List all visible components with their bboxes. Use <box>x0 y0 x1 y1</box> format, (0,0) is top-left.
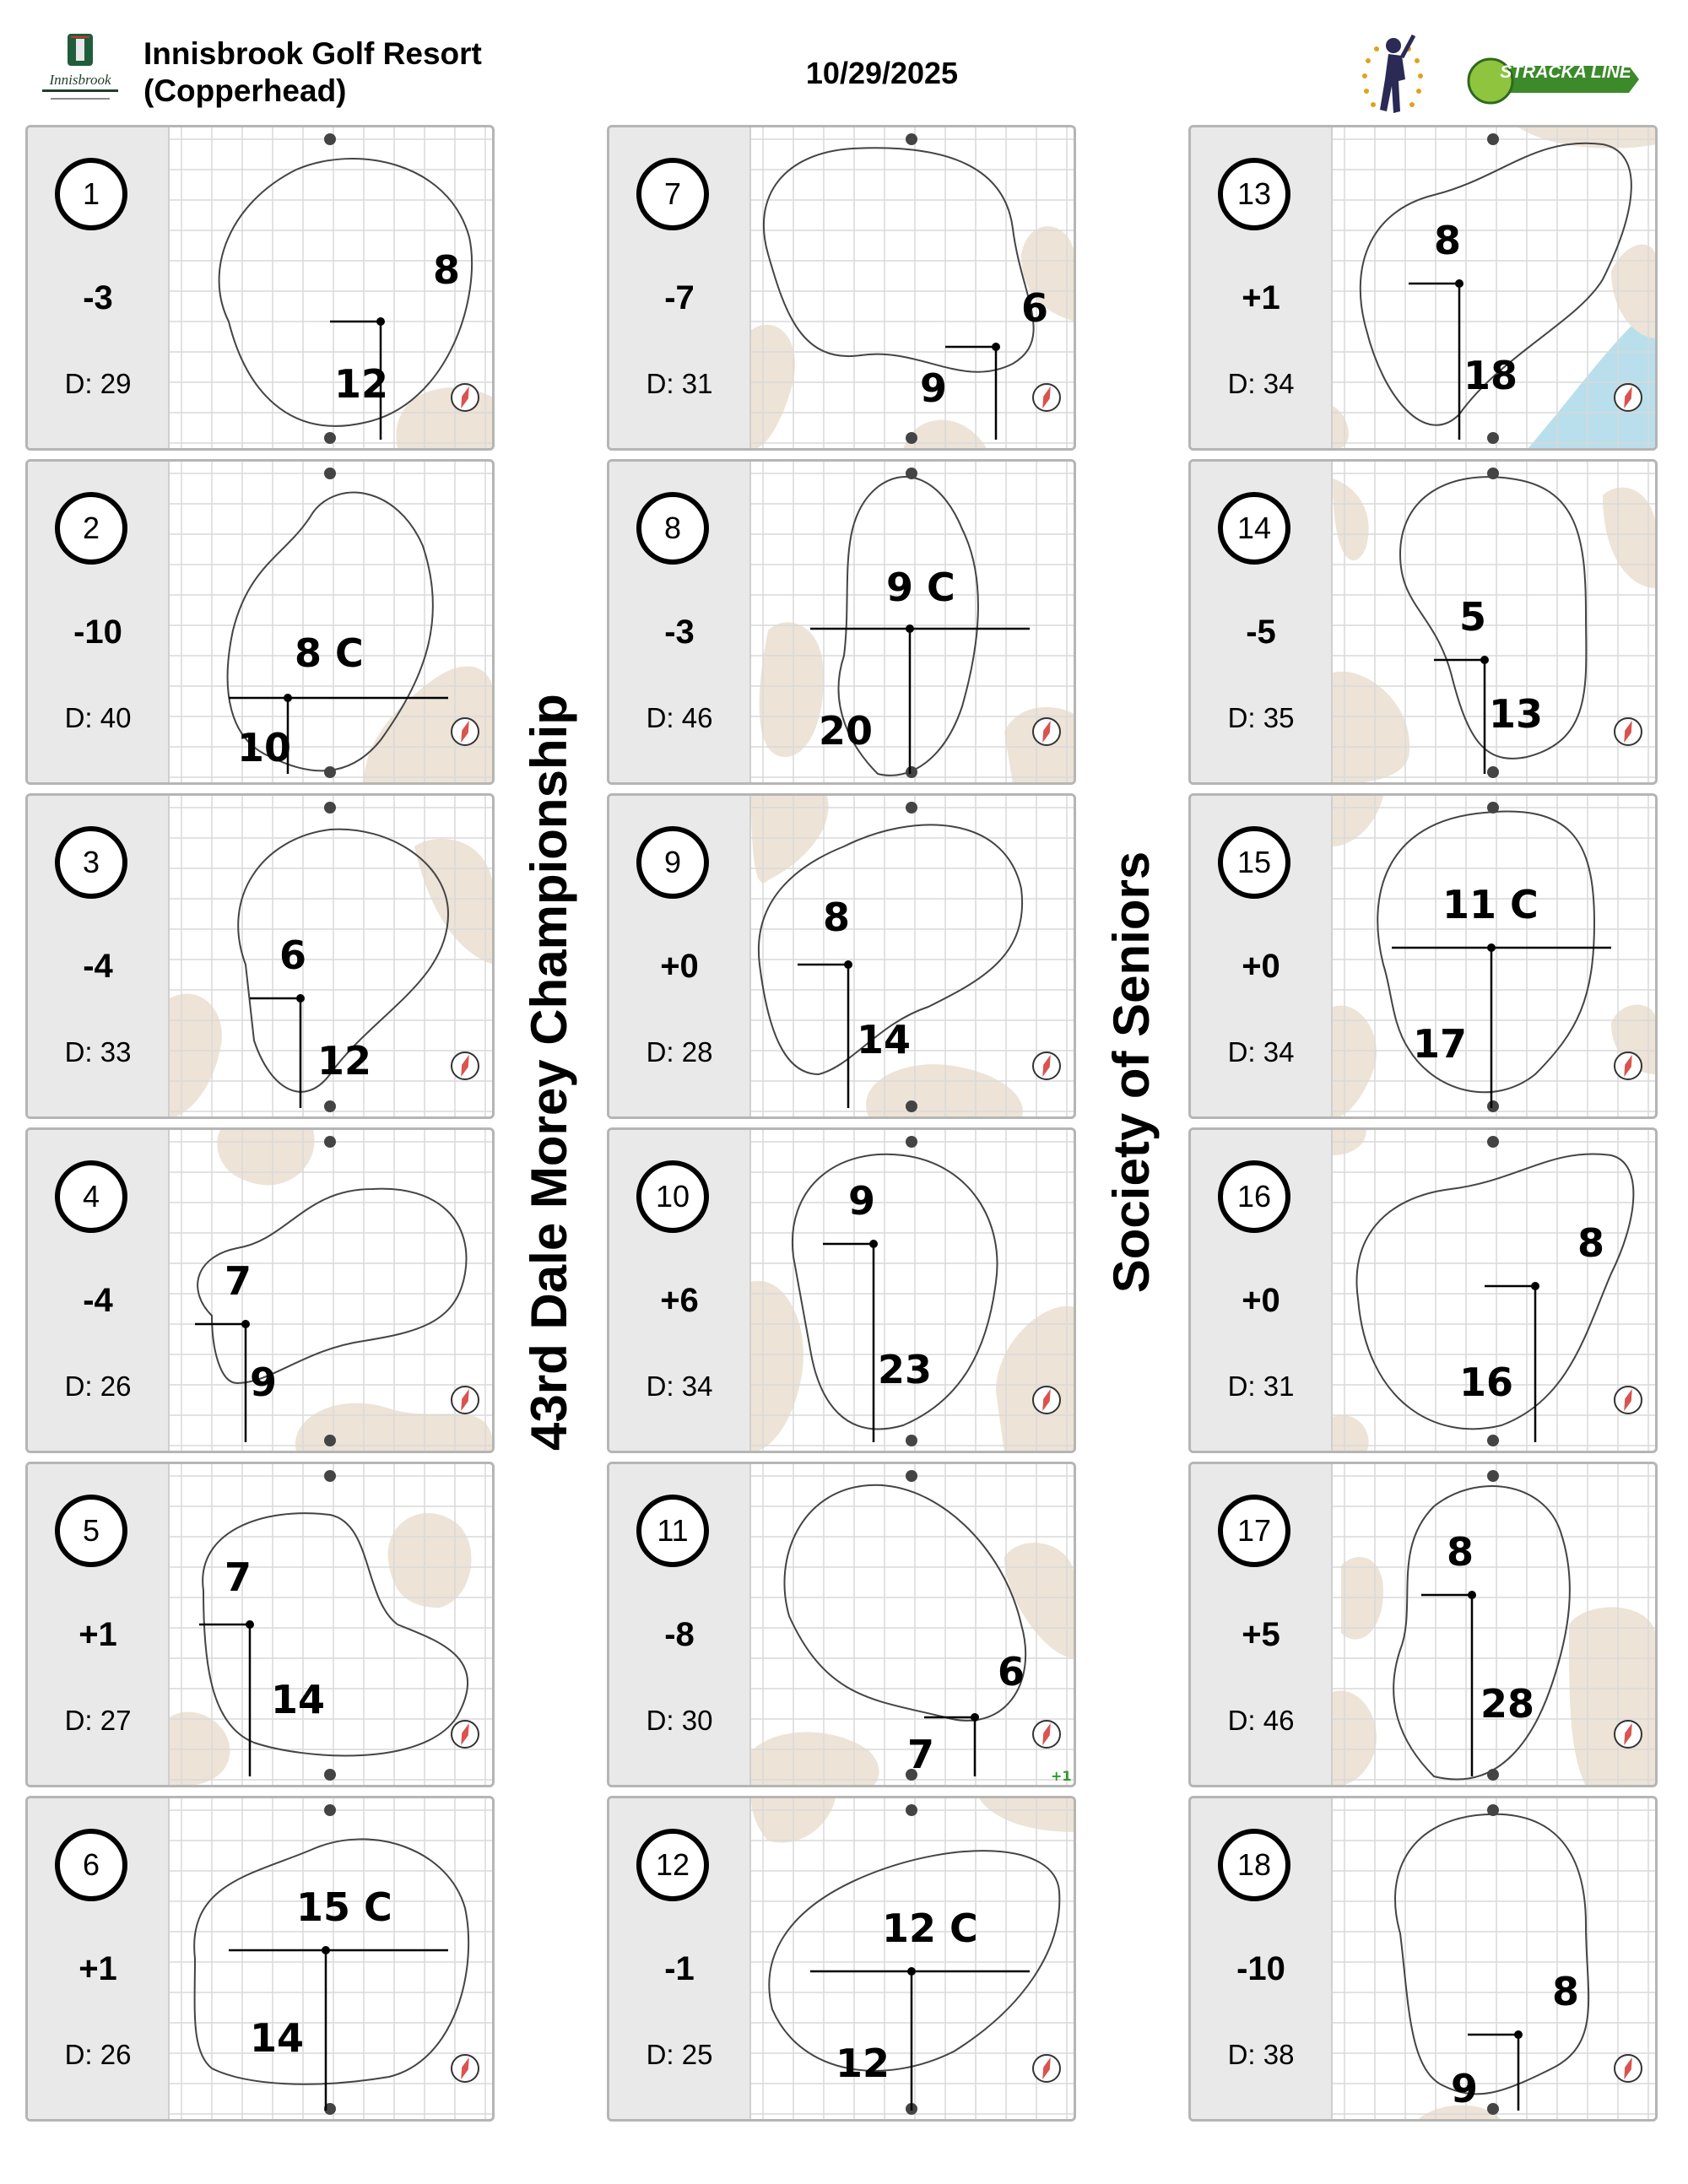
back-marker <box>324 133 336 145</box>
pin-from-side-label: 8 C <box>295 630 364 676</box>
hole-number: 8 <box>636 492 709 565</box>
sand-bunker <box>388 1513 472 1608</box>
green-diagram <box>1333 1464 1657 1787</box>
green-depth: D: 38 <box>1227 2039 1295 2070</box>
front-marker <box>1487 432 1499 444</box>
hole-number: 12 <box>636 1829 709 1901</box>
compass-icon <box>1615 2055 1642 2082</box>
hole-card-13 <box>1188 125 1658 451</box>
pin-position <box>322 1946 330 1954</box>
sand-bunker <box>979 1798 1075 1832</box>
green-diagram <box>1333 796 1657 1118</box>
pin-from-side-label: 9 <box>848 1178 876 1224</box>
holes-column-1 <box>25 125 498 2130</box>
green-depth: D: 31 <box>1227 1370 1295 1402</box>
championship-title: 43rd Dale Morey Championship <box>520 693 577 1451</box>
pin-from-side-label: 7 <box>225 1258 252 1304</box>
pin-from-front-label: 16 <box>1459 1360 1514 1405</box>
pin-position <box>241 1320 250 1328</box>
sand-bunker <box>1333 1415 1369 1452</box>
compass-icon <box>1033 718 1060 745</box>
hole-card-3 <box>25 793 495 1119</box>
compass-icon <box>1615 1721 1642 1748</box>
pin-position <box>992 343 1000 351</box>
green-diagram <box>751 462 1075 784</box>
hole-score: -7 <box>664 279 695 316</box>
hole-number: 15 <box>1218 826 1290 899</box>
hole-number: 11 <box>636 1495 709 1567</box>
hole-number: 2 <box>55 492 127 565</box>
hole-number: 5 <box>55 1495 127 1567</box>
hole-card-12 <box>607 1796 1076 2122</box>
hole-card-6 <box>25 1796 495 2122</box>
hole-number: 16 <box>1218 1160 1290 1233</box>
green-diagram <box>1333 1130 1657 1452</box>
pin-from-front-label: 12 <box>334 361 389 407</box>
hole-score: -3 <box>664 614 695 651</box>
pin-from-side-label: 11 C <box>1442 882 1539 927</box>
green-diagram <box>751 796 1075 1118</box>
hole-score: -10 <box>1236 1950 1285 1987</box>
pin-position <box>1487 943 1496 952</box>
green-depth: D: 34 <box>1227 1036 1295 1068</box>
pin-from-front-label: 20 <box>819 708 874 754</box>
pin-from-side-label: 7 <box>225 1554 252 1600</box>
compass-icon <box>1033 2055 1060 2082</box>
sand-bunker <box>751 1281 803 1452</box>
back-marker <box>906 802 917 814</box>
front-marker <box>1487 1435 1499 1446</box>
stracka-line-logo <box>1460 49 1642 110</box>
front-marker <box>1487 1769 1499 1781</box>
pin-from-side-label: 8 <box>823 895 851 940</box>
green-depth: D: 46 <box>646 702 713 733</box>
back-marker <box>1487 1804 1499 1816</box>
green-depth: D: 34 <box>646 1370 713 1402</box>
compass-icon <box>452 1052 479 1079</box>
pin-from-side-label: 15 C <box>296 1884 392 1930</box>
hole-info-panel <box>1191 796 1333 1116</box>
pin-from-front-label: 14 <box>857 1017 912 1062</box>
pin-from-side-label: 9 C <box>886 565 955 610</box>
hole-number: 17 <box>1218 1495 1290 1567</box>
sand-bunker <box>1569 1608 1657 1787</box>
pin-from-front-label: 18 <box>1463 353 1518 398</box>
green-diagram <box>170 1130 494 1452</box>
sand-bunker <box>1333 1005 1377 1118</box>
sand-bunker <box>1004 707 1075 784</box>
hole-number: 7 <box>636 158 709 230</box>
hole-info-panel <box>1191 1798 1333 2119</box>
society-title: Society of Seniors <box>1102 851 1160 1293</box>
pin-from-front-label: 12 <box>836 2041 890 2086</box>
back-marker <box>906 1804 917 1816</box>
pin-from-front-label: 12 <box>317 1038 372 1084</box>
back-marker <box>906 133 917 145</box>
hole-number: 3 <box>55 826 127 899</box>
hole-info-panel <box>609 796 751 1116</box>
compass-icon <box>1033 1052 1060 1079</box>
green-diagram <box>170 1798 494 2121</box>
green-depth: D: 31 <box>646 368 713 399</box>
green-diagram <box>170 1464 494 1787</box>
hole-card-10 <box>607 1127 1076 1453</box>
pin-from-side-label: 8 <box>1434 218 1462 263</box>
pin-position <box>971 1713 979 1722</box>
hole-card-16 <box>1188 1127 1658 1453</box>
stracka-logo-text: STRACKA LINE <box>1500 62 1631 82</box>
hole-info-panel <box>28 127 170 448</box>
compass-icon <box>1615 1052 1642 1079</box>
back-marker <box>1487 1136 1499 1148</box>
green-diagram <box>1333 462 1657 784</box>
green-depth: D: 27 <box>64 1705 132 1736</box>
back-marker <box>1487 802 1499 814</box>
front-marker <box>906 1435 917 1446</box>
yard-grid <box>170 1798 494 2121</box>
back-marker <box>324 1136 336 1148</box>
sand-bunker <box>866 1064 1023 1118</box>
hole-number: 10 <box>636 1160 709 1233</box>
pin-position <box>1514 2030 1523 2039</box>
front-marker <box>324 1769 336 1781</box>
hole-number: 4 <box>55 1160 127 1233</box>
pin-from-front-label: 17 <box>1413 1021 1468 1067</box>
compass-icon <box>452 1387 479 1414</box>
hole-info-panel <box>28 462 170 782</box>
pin-from-side-label: 5 <box>1459 594 1487 640</box>
pin-from-front-label: 9 <box>250 1360 278 1405</box>
pin-from-front-label: 7 <box>907 1732 935 1777</box>
logo-text: Innisbrook <box>49 72 111 88</box>
green-diagram <box>751 1464 1075 1787</box>
pin-position <box>296 994 305 1003</box>
green-diagram <box>751 127 1075 450</box>
pin-from-side-label: 6 <box>1021 285 1049 331</box>
pin-position <box>284 694 292 702</box>
hole-info-panel <box>1191 1130 1333 1451</box>
pin-from-side-label: 8 <box>1577 1220 1605 1266</box>
hole-score: +0 <box>1242 948 1280 985</box>
front-marker <box>1487 2103 1499 2115</box>
green-diagram <box>1333 127 1657 450</box>
pin-from-front-label: 28 <box>1480 1681 1535 1727</box>
hole-card-4 <box>25 1127 495 1453</box>
hole-info-panel <box>1191 1464 1333 1785</box>
hole-score: -3 <box>83 279 113 316</box>
back-marker <box>1487 468 1499 479</box>
sand-bunker <box>996 1306 1075 1452</box>
pin-from-front-label: 14 <box>250 2015 305 2061</box>
hole-score: +0 <box>660 948 699 985</box>
green-outline <box>1395 1814 1588 2095</box>
pin-from-front-label: 10 <box>237 725 292 770</box>
society-of-seniors-logo <box>1355 27 1431 124</box>
compass-icon <box>1615 718 1642 745</box>
green-depth: D: 29 <box>64 368 132 399</box>
hole-card-11 <box>607 1462 1076 1787</box>
hole-card-17 <box>1188 1462 1658 1787</box>
front-marker <box>324 1100 336 1112</box>
hole-score: +0 <box>1242 1282 1280 1319</box>
front-marker <box>906 432 917 444</box>
green-depth: D: 28 <box>646 1036 713 1068</box>
compass-icon <box>452 384 479 411</box>
green-depth: D: 34 <box>1227 368 1295 399</box>
sand-bunker <box>1333 478 1369 560</box>
hole-score: +5 <box>1242 1616 1280 1653</box>
green-diagram <box>751 1130 1075 1452</box>
pin-from-side-label: 8 <box>1552 1969 1580 2014</box>
back-marker <box>324 1470 336 1482</box>
hole-info-panel <box>609 1798 751 2119</box>
compass-icon <box>1033 1721 1060 1748</box>
holes-column-2 <box>607 125 1079 2130</box>
hole-card-18 <box>1188 1796 1658 2122</box>
hole-score: -4 <box>83 1282 113 1319</box>
pin-from-front-label: 23 <box>878 1347 933 1392</box>
back-marker <box>906 1136 917 1148</box>
pin-from-side-label: 6 <box>998 1649 1025 1695</box>
hole-score: +1 <box>78 1616 117 1653</box>
sand-bunker <box>760 622 824 757</box>
back-marker <box>906 468 917 479</box>
green-depth: D: 46 <box>1227 1705 1295 1736</box>
pin-from-front-label: 13 <box>1489 691 1544 737</box>
green-depth: D: 26 <box>64 2039 132 2070</box>
compass-icon <box>452 718 479 745</box>
pin-position <box>869 1240 878 1248</box>
green-outline <box>764 148 1034 371</box>
hole-info-panel <box>28 796 170 1116</box>
hole-card-15 <box>1188 793 1658 1119</box>
hole-score: +1 <box>1242 279 1280 316</box>
green-diagram <box>751 1798 1075 2121</box>
hole-number: 9 <box>636 826 709 899</box>
pin-from-front-label: 9 <box>1451 2066 1479 2111</box>
green-depth: D: 30 <box>646 1705 713 1736</box>
hole-info-panel <box>609 127 751 448</box>
compass-icon <box>452 1721 479 1748</box>
hole-card-9 <box>607 793 1076 1119</box>
compass-icon <box>1615 1387 1642 1414</box>
sand-bunker <box>217 1130 314 1185</box>
yard-grid <box>1333 1798 1657 2121</box>
pin-from-side-label: 8 <box>433 247 461 293</box>
back-marker <box>324 1804 336 1816</box>
hole-score: -1 <box>664 1950 695 1987</box>
hole-number: 6 <box>55 1829 127 1901</box>
pin-position <box>844 960 852 969</box>
hole-score: +6 <box>660 1282 699 1319</box>
green-diagram <box>170 462 494 784</box>
pin-from-front-label: 14 <box>271 1677 326 1722</box>
hole-score: +1 <box>78 1950 117 1987</box>
pin-from-front-label: 9 <box>920 365 948 411</box>
green-depth: D: 33 <box>64 1036 132 1068</box>
sand-bunker <box>751 325 795 450</box>
back-marker <box>1487 1470 1499 1482</box>
pin-position <box>1468 1591 1476 1599</box>
front-marker <box>1487 766 1499 778</box>
pin-position <box>246 1620 254 1629</box>
hole-info-panel <box>28 1798 170 2119</box>
sand-bunker <box>751 1733 879 1787</box>
green-depth: D: 26 <box>64 1370 132 1402</box>
hole-info-panel <box>609 1130 751 1451</box>
front-marker <box>1487 1100 1499 1112</box>
venue-name: Innisbrook Golf Resort <box>143 36 482 71</box>
sand-bunker <box>170 994 222 1118</box>
hole-number: 1 <box>55 158 127 230</box>
pin-from-side-label: 6 <box>279 933 307 978</box>
hole-score: -10 <box>73 614 122 651</box>
hole-number: 13 <box>1218 158 1290 230</box>
hole-score: -8 <box>664 1616 695 1653</box>
hole-info-panel <box>609 1464 751 1785</box>
hole-info-panel <box>28 1464 170 1785</box>
hole-card-2 <box>25 459 495 785</box>
sand-bunker <box>1333 1130 1366 1155</box>
hole-card-8 <box>607 459 1076 785</box>
back-marker <box>324 802 336 814</box>
green-diagram <box>170 796 494 1118</box>
front-marker <box>906 1100 917 1112</box>
hole-info-panel <box>1191 127 1333 448</box>
adjustment-label: +1 <box>1051 1768 1072 1784</box>
sand-bunker <box>1333 796 1383 846</box>
hole-info-panel <box>28 1130 170 1451</box>
back-marker <box>324 468 336 479</box>
hole-score: -4 <box>83 948 113 985</box>
sand-bunker <box>1341 1557 1383 1640</box>
pin-position <box>906 624 914 633</box>
green-depth: D: 40 <box>64 702 132 733</box>
compass-icon <box>452 2055 479 2082</box>
yard-grid <box>170 1130 494 1452</box>
pin-position <box>1455 279 1463 288</box>
hole-number: 14 <box>1218 492 1290 565</box>
pin-position <box>376 317 385 326</box>
pin-position <box>1531 1282 1539 1290</box>
compass-icon <box>1033 1387 1060 1414</box>
green-outline <box>1393 1486 1570 1779</box>
compass-icon <box>1615 384 1642 411</box>
back-marker <box>1487 133 1499 145</box>
yard-grid <box>751 1798 1075 2121</box>
green-diagram <box>170 127 494 450</box>
green-depth: D: 25 <box>646 2039 713 2070</box>
sand-bunker <box>414 839 494 965</box>
hole-card-14 <box>1188 459 1658 785</box>
hole-score: -5 <box>1246 614 1276 651</box>
hole-info-panel <box>1191 462 1333 782</box>
compass-icon <box>1033 384 1060 411</box>
pin-from-side-label: 8 <box>1447 1529 1474 1575</box>
hole-info-panel <box>609 462 751 782</box>
pin-position <box>907 1967 916 1976</box>
hole-number: 18 <box>1218 1829 1290 1901</box>
pin-from-side-label: 12 C <box>882 1906 978 1951</box>
hole-card-1 <box>25 125 495 451</box>
front-marker <box>324 1435 336 1446</box>
holes-column-3 <box>1188 125 1661 2130</box>
event-date: 10/29/2025 <box>805 56 959 90</box>
hole-card-5 <box>25 1462 495 1787</box>
front-marker <box>324 432 336 444</box>
course-name: (Copperhead) <box>143 73 347 108</box>
back-marker <box>906 1470 917 1482</box>
hole-card-7 <box>607 125 1076 451</box>
front-marker <box>906 766 917 778</box>
green-outline <box>784 1485 1025 1721</box>
green-diagram <box>1333 1798 1657 2121</box>
green-depth: D: 35 <box>1227 702 1295 733</box>
sand-bunker <box>1333 1690 1377 1787</box>
front-marker <box>324 766 336 778</box>
pin-position <box>1480 656 1489 664</box>
